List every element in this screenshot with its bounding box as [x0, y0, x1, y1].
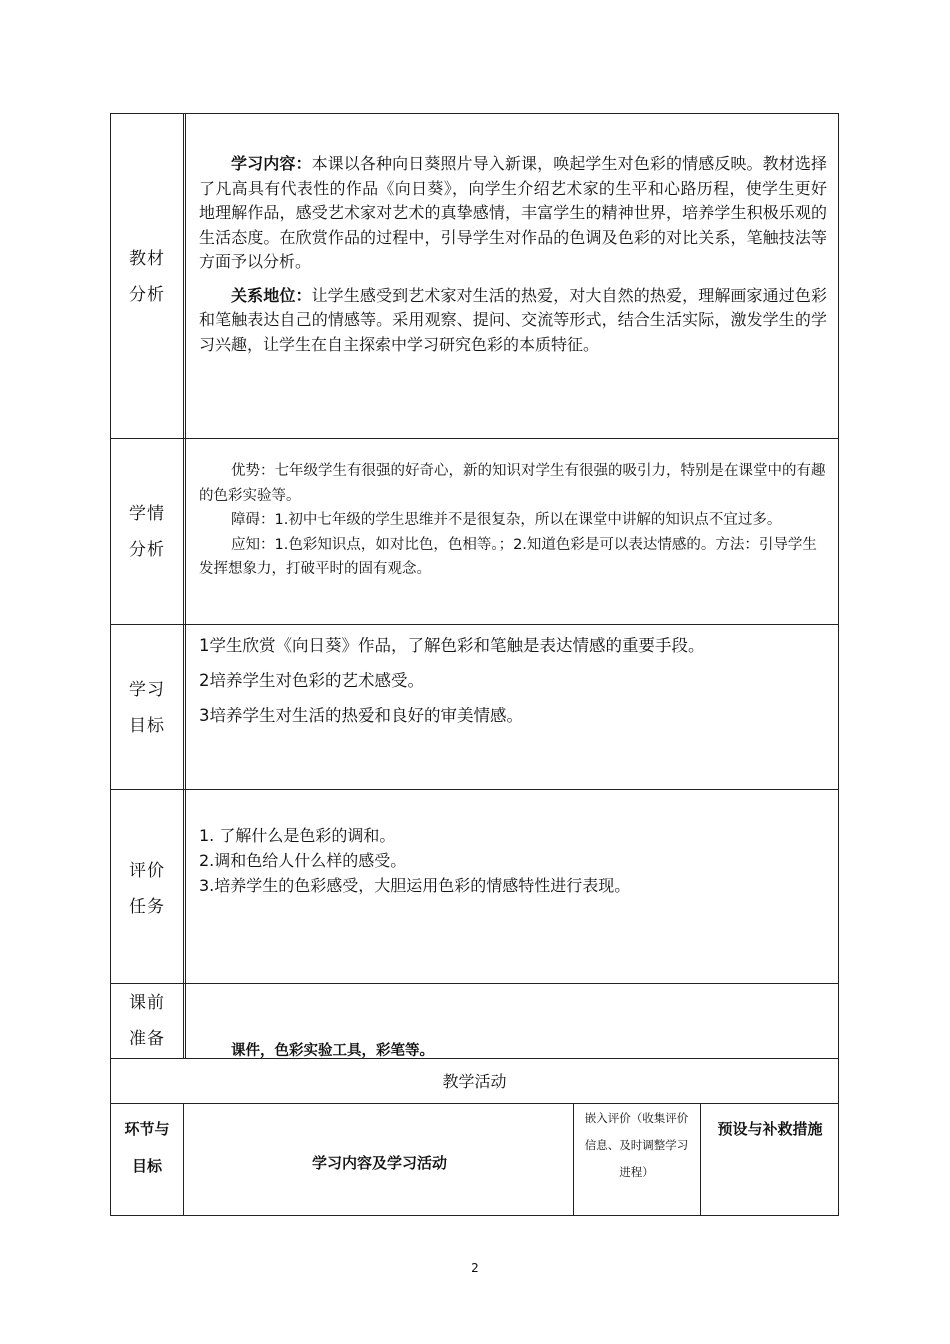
row-label-line: 分析: [129, 540, 165, 560]
row-divider: [111, 789, 838, 790]
row-label-goals: [111, 672, 183, 744]
should-know-text: 应知：1.色彩知识点，如对比色，色相等。；2.知道色彩是可以表达情感的。方法：引导学生发挥想象力，打破平时的固有观念。: [199, 536, 817, 577]
header-learning-content: 学习内容及学习活动: [311, 1154, 447, 1172]
learning-content-label: 学习内容：: [231, 154, 312, 173]
evaluation-item: 1. 了解什么是色彩的调和。: [199, 826, 396, 845]
column-divider: [183, 1103, 184, 1216]
row-label-line: 学习: [129, 680, 165, 700]
row-label-line: 教材: [129, 249, 165, 269]
textbook-analysis-content: [199, 152, 827, 357]
header-embedded-evaluation: [573, 1105, 700, 1186]
evaluation-item: 3.培养学生的色彩感受，大胆运用色彩的情感特性进行表现。: [199, 876, 631, 895]
learning-goals-list: [199, 628, 827, 733]
advantage-text: 优势：七年级学生有很强的好奇心，新的知识对学生有很强的吸引力，特别是在课堂中的有趣的色彩实验等。: [199, 463, 826, 504]
evaluation-item: 2.调和色给人什么样的感受。: [199, 851, 407, 870]
evaluation-tasks-list: [199, 823, 827, 898]
row-divider: [111, 983, 838, 984]
row-divider: [111, 1103, 838, 1104]
header-stage-goal: [111, 1111, 183, 1185]
goal-item: 1学生欣赏《向日葵》作品，了解色彩和笔触是表达情感的重要手段。: [199, 636, 705, 655]
row-divider: [111, 438, 838, 439]
header-line: 进程）: [619, 1165, 654, 1179]
row-label-textbook: [111, 241, 183, 313]
header-line: 目标: [131, 1157, 162, 1175]
learning-content-paragraph: [199, 152, 827, 275]
teaching-activities-title: 教学活动: [442, 1072, 507, 1091]
label-column-divider: [183, 114, 186, 1058]
header-line: 环节与: [124, 1120, 170, 1138]
relation-paragraph: [199, 284, 827, 358]
row-label-evaluation: [111, 853, 183, 925]
row-divider: [111, 624, 838, 625]
page-number: 2: [471, 1261, 479, 1275]
preparation-text: 课件，色彩实验工具，彩笔等。: [231, 1043, 434, 1059]
row-label-students: [111, 496, 183, 568]
goal-item: 2培养学生对色彩的艺术感受。: [199, 671, 424, 690]
student-analysis-content: [199, 459, 827, 582]
header-line: 信息、及时调整学习: [584, 1138, 689, 1152]
row-label-line: 目标: [129, 716, 165, 736]
header-remedial-measures: 预设与补救措施: [717, 1120, 823, 1138]
goal-item: 3培养学生对生活的热爱和良好的审美情感。: [199, 706, 523, 725]
row-label-line: 准备: [129, 1029, 165, 1049]
relation-text: 让学生感受到艺术家对生活的热爱，对大自然的热爱，理解画家通过色彩和笔触表达自己的情感等。采用观察、提问、交流等形式，结合生活实际，激发学生的学习兴趣，让学生在自主探索中学习研究色彩的本质特征。: [199, 285, 827, 354]
header-line: 嵌入评价（收集评价: [584, 1111, 689, 1125]
row-label-preparation: [111, 985, 183, 1057]
row-label-line: 评价: [129, 861, 165, 881]
row-label-line: 学情: [129, 504, 165, 524]
learning-content-text: 本课以各种向日葵照片导入新课，唤起学生对色彩的情感反映。教材选择了凡高具有代表性的作品《向日葵》，向学生介绍艺术家的生平和心路历程，使学生更好地理解作品，感受艺术家对艺术的真挚感情，丰富学生的精神世界，培养学生积极乐观的生活态度。在欣赏作品的过程中，引导学生对作品的色调及色彩的对比关系，笔触技法等方面予以分析。: [199, 154, 827, 271]
row-label-line: 课前: [129, 993, 165, 1013]
row-label-line: 任务: [129, 897, 165, 917]
lesson-plan-table: [110, 113, 839, 1216]
row-label-line: 分析: [129, 285, 165, 305]
obstacle-text: 障碍：1.初中七年级的学生思维并不是很复杂，所以在课堂中讲解的知识点不宜过多。: [231, 512, 782, 528]
relation-label: 关系地位：: [231, 285, 312, 305]
